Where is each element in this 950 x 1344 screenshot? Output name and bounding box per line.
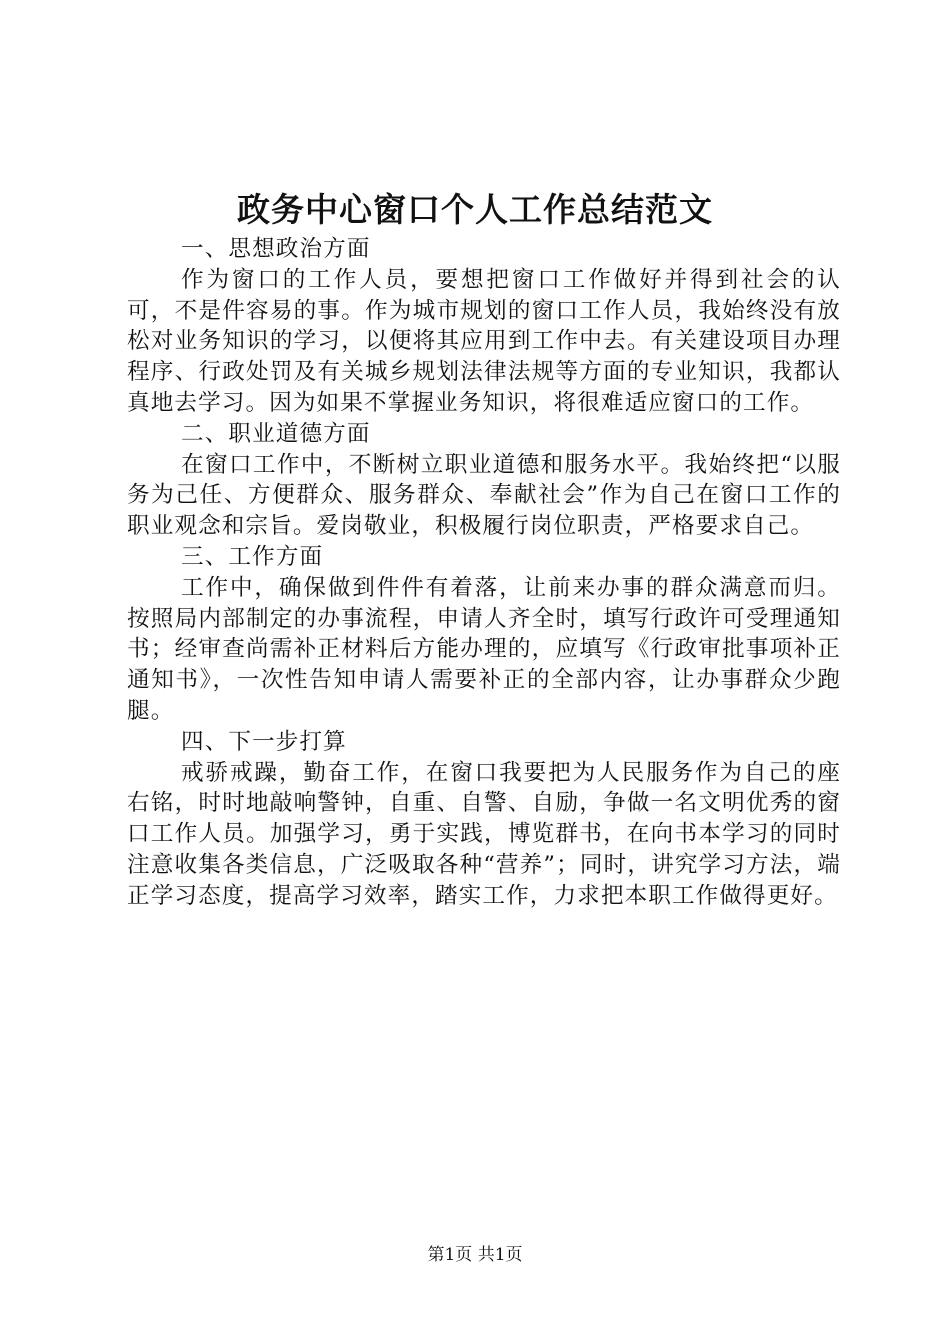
section-heading: 一、思想政治方面 xyxy=(181,236,371,262)
document-body xyxy=(127,234,841,912)
section-paragraph: 工作中，确保做到件件有着落，让前来办事的群众满意而归。按照局内部制定的办事流程，申请人齐全时，填写行政许可受理通知书；经审查尚需补正材料后方能办理的，应填写《行政审批事项补正通知书》，一次性告知申请人需要补正的全部内容，让办事群众少跑腿。 xyxy=(127,574,841,724)
section-paragraph: 戒骄戒躁，勤奋工作，在窗口我要把为人民服务作为自己的座右铭，时时地敲响警钟，自重、自警、自励，争做一名文明优秀的窗口工作人员。加强学习，勇于实践，博览群书，在向书本学习的同时注意收集各类信息，广泛吸取各种“营养”；同时，讲究学习方法，端正学习态度，提高学习效率，踏实工作，力求把本职工作做得更好。 xyxy=(127,759,841,909)
document-title: 政务中心窗口个人工作总结范文 xyxy=(237,190,713,229)
section-paragraph: 作为窗口的工作人员，要想把窗口工作做好并得到社会的认可，不是件容易的事。作为城市规划的窗口工作人员，我始终没有放松对业务知识的学习，以便将其应用到工作中去。有关建设项目办理程序、行政处罚及有关城乡规划法律法规等方面的专业知识，我都认真地去学习。因为如果不掌握业务知识，将很难适应窗口的工作。 xyxy=(127,266,841,416)
section-paragraph: 在窗口工作中，不断树立职业道德和服务水平。我始终把“以服务为己任、方便群众、服务群众、奉献社会”作为自己在窗口工作的职业观念和宗旨。爱岗敬业，积极履行岗位职责，严格要求自己。 xyxy=(127,451,841,540)
section-heading: 四、下一步打算 xyxy=(181,728,347,755)
section-ideology xyxy=(127,234,841,419)
section-next-steps xyxy=(127,727,841,912)
section-heading: 三、工作方面 xyxy=(181,543,324,570)
section-ethics xyxy=(127,419,841,542)
section-work xyxy=(127,542,841,727)
page-footer: 第1页 共1页 xyxy=(427,1245,523,1265)
section-heading: 二、职业道德方面 xyxy=(181,420,371,447)
